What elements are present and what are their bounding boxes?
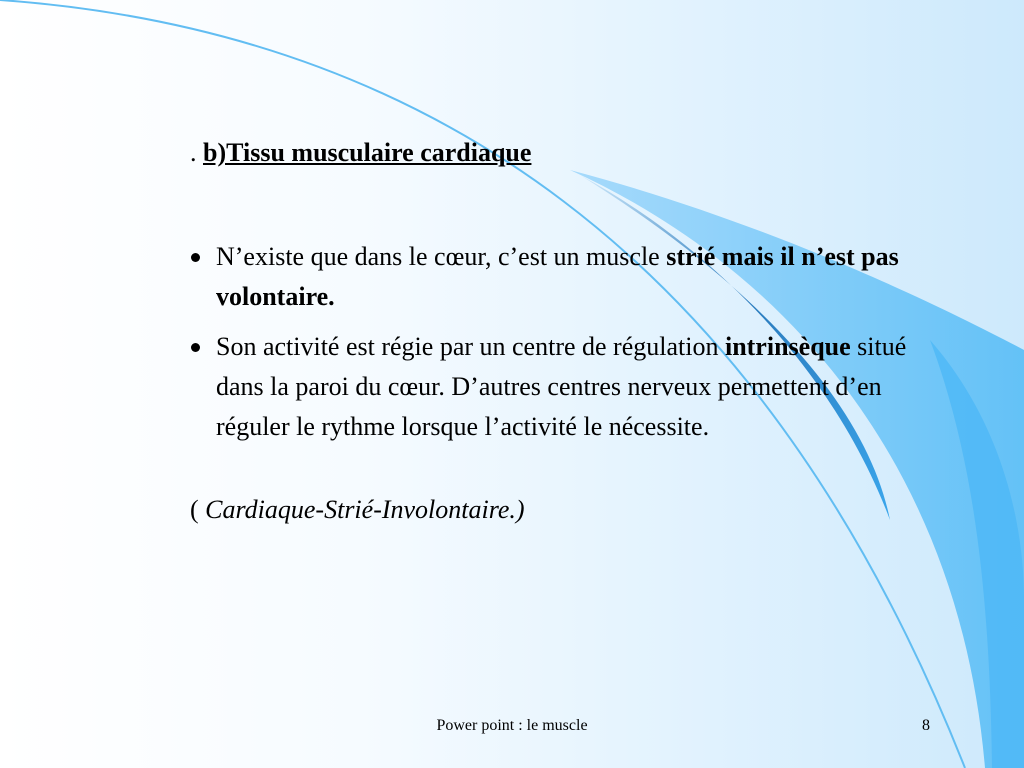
bullet-item <box>188 327 908 447</box>
footer-text: Power point : le muscle <box>436 717 588 734</box>
bullet-bold-text: intrinsèque <box>724 332 851 361</box>
bullet-text: N’existe que dans le cœur, c’est un muscle <box>216 242 667 271</box>
bullet-text: Son activité est régie par un centre de régulation <box>216 332 725 361</box>
page-number: 8 <box>922 717 930 734</box>
note-open-paren: ( <box>190 495 206 524</box>
note-italic-text: Cardiaque-Strié-Involontaire.) <box>205 495 525 524</box>
bullet-item <box>188 237 908 317</box>
slide-title <box>190 138 531 168</box>
title-prefix: . <box>190 138 197 167</box>
bullet-dot-icon <box>191 343 200 352</box>
summary-note <box>190 495 525 525</box>
bullet-list <box>188 237 908 457</box>
title-text: b)Tissu musculaire cardiaque <box>203 138 532 167</box>
bullet-bold-text: strié mais il n’est pas volontaire. <box>216 242 899 311</box>
bullet-text-continued: situé dans la paroi du cœur. D’autres centres nerveux permettent d’en réguler le rythme lorsque l’activité le nécessite. <box>216 332 907 441</box>
bullet-dot-icon <box>191 253 200 262</box>
